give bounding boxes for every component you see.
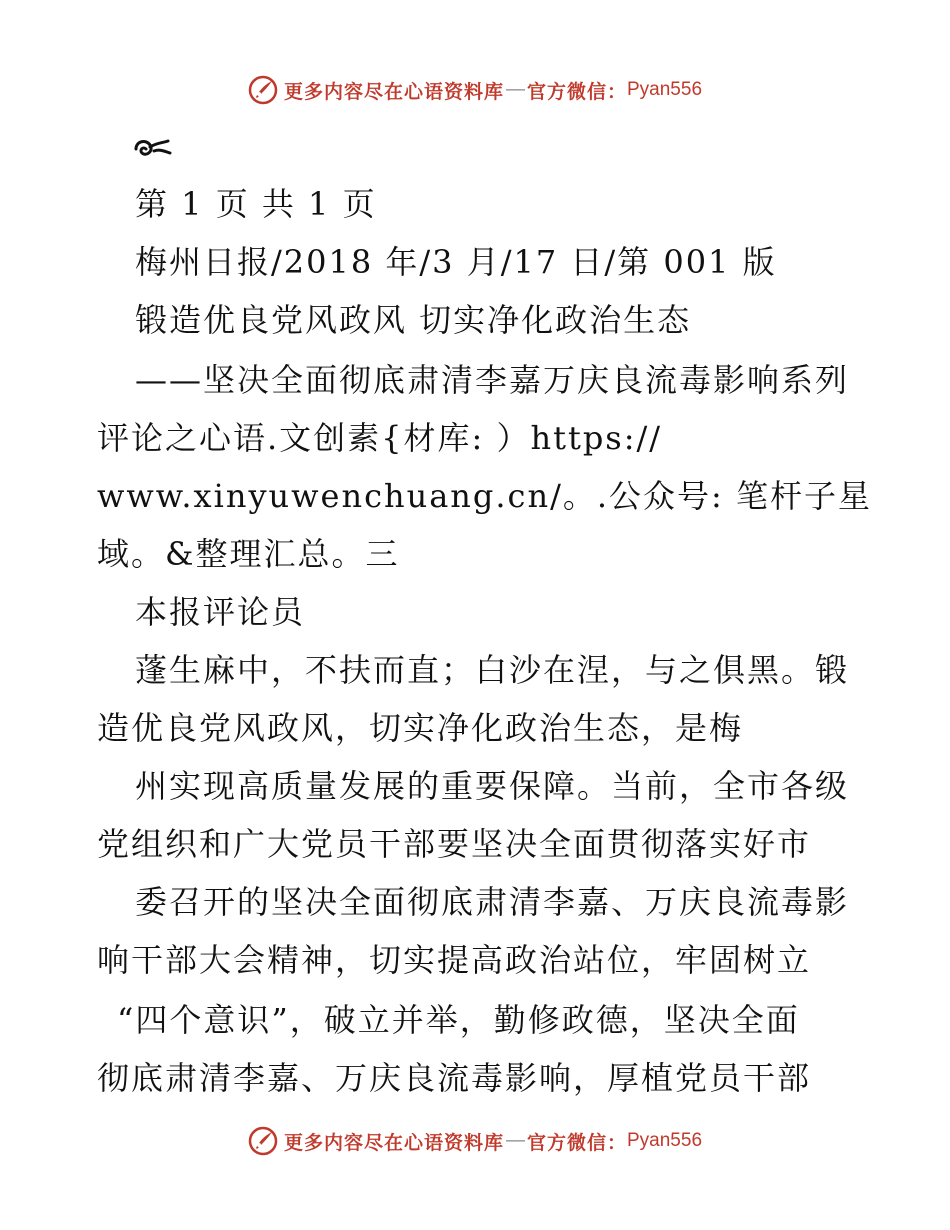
page-count: 第 1 页 共 1 页 xyxy=(135,185,377,223)
banner-text: 更多内容尽在心语资料库 xyxy=(283,81,504,103)
body-line: 委召开的坚决全面彻底肃清李嘉、万庆良流毒影 xyxy=(135,883,850,921)
banner-wechat-label: 官方微信： xyxy=(526,1132,627,1154)
body-line: 彻底肃清李嘉、万庆良流毒影响，厚植党员干部 xyxy=(97,1059,812,1097)
footer-banner xyxy=(0,1123,950,1159)
swirl-ornament-icon xyxy=(132,135,172,163)
banner-wechat-id: Pyan556 xyxy=(627,79,703,100)
body-line: 评论之心语.文创素{材库: ）https:// xyxy=(97,419,663,457)
body-line: 响干部大会精神，切实提高政治站位，牢固树立 xyxy=(97,941,812,979)
article-subtitle: ——坚决全面彻底肃清李嘉万庆良流毒影响系列 xyxy=(135,361,850,399)
body-line: 造优良党风政风，切实净化政治生态，是梅 xyxy=(97,709,744,747)
feather-pen-logo-icon xyxy=(248,75,278,105)
byline: 本报评论员 xyxy=(135,593,306,631)
banner-wechat-id: Pyan556 xyxy=(627,1130,703,1151)
header-banner xyxy=(0,72,950,108)
feather-pen-logo-icon xyxy=(248,1126,278,1156)
body-line: 党组织和广大党员干部要坚决全面贯彻落实好市 xyxy=(97,825,812,863)
body-line: 州实现高质量发展的重要保障。当前，全市各级 xyxy=(135,767,850,805)
body-line: 域。&整理汇总。三 xyxy=(97,535,400,573)
publication-info: 梅州日报/2018 年/3 月/17 日/第 001 版 xyxy=(135,243,777,281)
body-line: “四个意识”，破立并举，勤修政德，坚决全面 xyxy=(117,1001,800,1039)
body-line: www.xinyuwenchuang.cn/。.公众号: 笔杆子星 xyxy=(97,477,872,515)
banner-text: 更多内容尽在心语资料库 xyxy=(283,1132,504,1154)
article-title: 锻造优良党风政风 切实净化政治生态 xyxy=(135,301,692,339)
banner-separator: — xyxy=(505,1130,525,1151)
banner-separator: — xyxy=(505,79,525,100)
body-line: 蓬生麻中，不扶而直；白沙在涅，与之俱黑。锻 xyxy=(135,651,850,689)
banner-wechat-label: 官方微信： xyxy=(526,81,627,103)
